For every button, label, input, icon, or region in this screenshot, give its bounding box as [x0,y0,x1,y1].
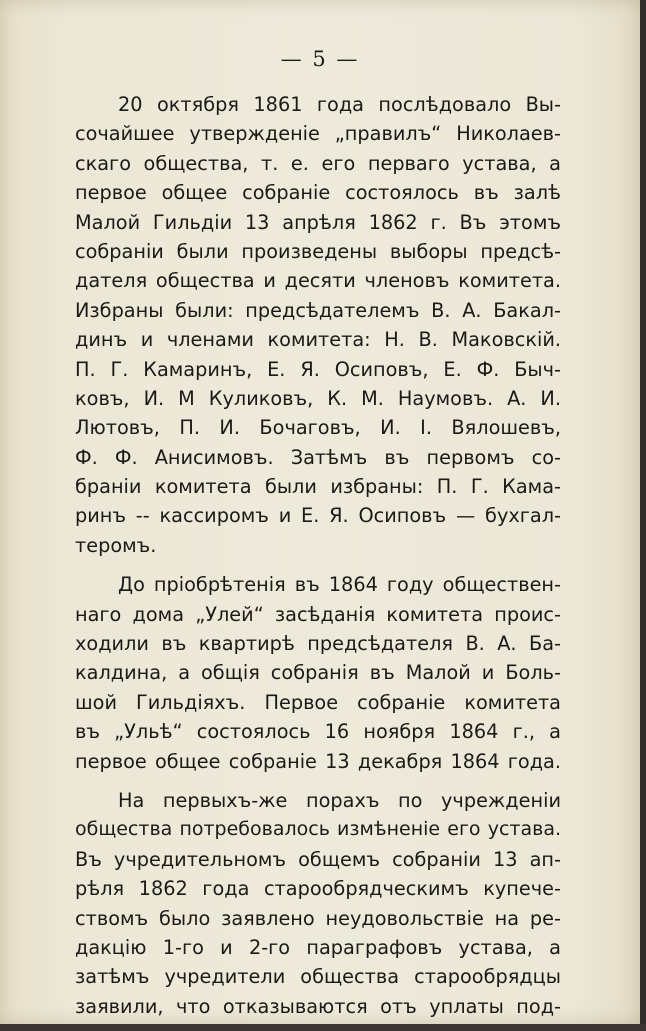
text-line: На первыхъ-же порахъ по учрежденіи [118,788,561,812]
text-line: общества потребовалось измѣненіе его устава. [75,818,561,841]
text-line: въ „Ульѣ“ состоялось 16 ноября 1864 г., а [75,720,561,744]
text-line: 20 октября 1861 года послѣдовало Вы- [118,93,561,116]
text-line: теромъ. [75,533,157,557]
text-line: первое общее собраніе 13 декабря 1864 года. [75,749,561,773]
text-line: затѣмъ учредители общества старообрядцы [75,965,561,989]
text-line: Ф. Ф. Анисимовъ. Затѣмъ въ первомъ со- [75,445,561,469]
paragraph [75,90,561,560]
text-line: калдина, а общія собранія въ Малой и Боль- [75,661,561,685]
text-line: Въ учредительномъ общемъ собраніи 13 ап- [75,847,561,871]
text-line: шой Гильдіяхъ. Первое собраніе комитета [75,690,561,714]
paragraph [75,786,561,1021]
text-line: динъ и членами комитета: Н. В. Маковскій. [75,328,561,352]
text-line: дателя общества и десяти членовъ комитета. [75,269,561,293]
text-line: скаго общества, т. е. его перваго устава, а [75,151,561,175]
text-line: ходили въ квартирѣ предсѣдателя В. А. Ба- [75,632,561,656]
text-line: первое общее собраніе состоялось въ залѣ [75,181,561,205]
text-line: сочайшее утвержденіе „правилъ“ Николаев- [75,122,561,146]
text-line: П. Г. Камаринъ, Е. Я. Осиповъ, Е. Ф. Быч- [75,357,561,381]
text-line: Лютовъ, П. И. Бочаговъ, И. І. Вялошевъ, [75,416,561,440]
text-line: рѣля 1862 года старообрядческимъ купече- [75,877,561,901]
page-edge-shadow [640,0,646,1031]
text-line: ковъ, И. М Куликовъ, К. М. Наумовъ. А. И. [75,386,561,410]
text-line: Малой Гильдіи 13 апрѣля 1862 г. Въ этомъ [75,210,561,234]
text-line: собраніи были произведены выборы предсѣ- [75,239,561,263]
body-text [75,90,561,1021]
page-number: — 5 — [280,47,360,71]
text-line: ствомъ было заявлено неудовольствіе на ре- [75,906,561,930]
text-line: дакцію 1-го и 2-го параграфовъ устава, а [75,935,561,959]
text-line: наго дома „Улей“ засѣданія комитета проис- [75,602,561,626]
text-line: ринъ -- кассиромъ и Е. Я. Осиповъ — бухгал- [75,504,561,528]
page-edge-shadow [0,1024,646,1031]
text-line: До пріобрѣтенія въ 1864 году обществен- [118,573,561,597]
text-line: заявили, что отказываются отъ уплаты под- [75,994,561,1018]
paragraph [75,570,561,776]
text-line: браніи комитета были избраны: П. Г. Камa- [75,475,561,499]
text-line: Избраны были: предсѣдателемъ В. А. Бакал- [75,298,561,322]
